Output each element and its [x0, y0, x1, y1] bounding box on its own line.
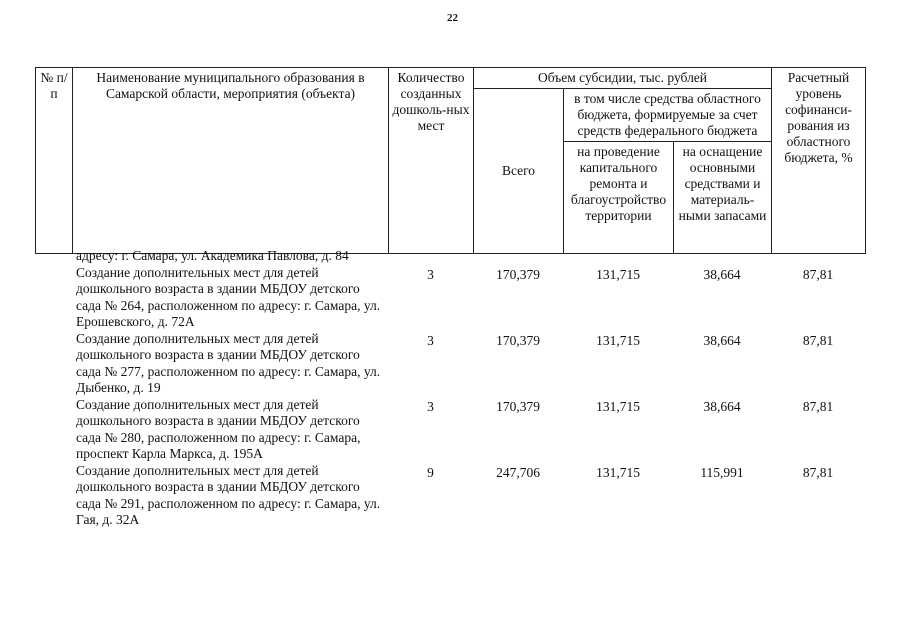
row-equipment: 38,664 — [703, 266, 741, 282]
row-total: 170,379 — [496, 398, 540, 414]
row-total: 170,379 — [496, 266, 540, 282]
row-total: 170,379 — [496, 332, 540, 348]
row-capital: 131,715 — [596, 398, 640, 414]
row-capital: 131,715 — [596, 464, 640, 480]
table-body — [35, 248, 865, 529]
header-col-subsidy: Объем субсидии, тыс. рублей — [474, 68, 772, 89]
header-col-capital: на проведение капитального ремонта и благоустройство территории — [564, 142, 674, 254]
table-row — [35, 397, 865, 463]
header-col-total: Всего — [474, 89, 564, 254]
table-row — [35, 463, 865, 529]
row-equipment: 38,664 — [703, 332, 741, 348]
row-name: Создание дополнительных мест для детей дошкольного возраста в здании МБДОУ детского сада № 264, расположенном по адресу: г. Самара, ул. Ерошевского, д. 72А — [76, 264, 381, 329]
row-equipment: 38,664 — [703, 398, 741, 414]
row-places: 3 — [427, 266, 434, 282]
row-capital: 131,715 — [596, 332, 640, 348]
row-equipment — [673, 248, 771, 265]
row-level: 87,81 — [802, 398, 834, 414]
header-col-level: Расчетный уровень софинанси-рования из областного бюджета, % — [772, 68, 866, 254]
table-header — [35, 67, 866, 254]
row-name: Создание дополнительных мест для детей дошкольного возраста в здании МБДОУ детского сада № 280, расположенном по адресу: г. Самара, проспект Карла Маркса, д. 195А — [76, 396, 361, 461]
row-places: 3 — [427, 332, 434, 348]
row-capital — [563, 248, 673, 265]
table-row — [35, 248, 865, 265]
header-col-num: № п/п — [36, 68, 73, 254]
page-number: 22 — [447, 12, 458, 24]
row-level: 87,81 — [802, 332, 834, 348]
row-level: 87,81 — [802, 464, 834, 480]
row-equipment: 115,991 — [700, 464, 744, 480]
header-col-equipment: на оснащение основными средствами и материаль-ными запасами — [674, 142, 772, 254]
table-row — [35, 331, 865, 397]
row-name: Создание дополнительных мест для детей дошкольного возраста в здании МБДОУ детского сада № 291, расположенном по адресу: г. Самара, ул. Гая, д. 32А — [76, 462, 381, 527]
row-total: 247,706 — [496, 464, 540, 480]
header-col-incl: в том числе средства областного бюджета, формируемые за счет средств федерального бюджета — [564, 89, 772, 142]
row-level — [771, 248, 865, 265]
table-row — [35, 265, 865, 331]
row-name: Создание дополнительных мест для детей дошкольного возраста в здании МБДОУ детского сада № 277, расположенном по адресу: г. Самара, ул. Дыбенко, д. 19 — [76, 330, 381, 395]
row-name: адресу: г. Самара, ул. Академика Павлова, д. 84 — [76, 248, 349, 263]
header-col-name: Наименование муниципального образования в Самарской области, мероприятия (объекта) — [73, 68, 389, 254]
row-places: 9 — [427, 464, 434, 480]
header-col-places: Количество созданных дошколь-ных мест — [389, 68, 474, 254]
row-level: 87,81 — [802, 266, 834, 282]
row-places: 3 — [427, 398, 434, 414]
row-places — [388, 248, 473, 265]
row-capital: 131,715 — [596, 266, 640, 282]
row-total — [473, 248, 563, 265]
